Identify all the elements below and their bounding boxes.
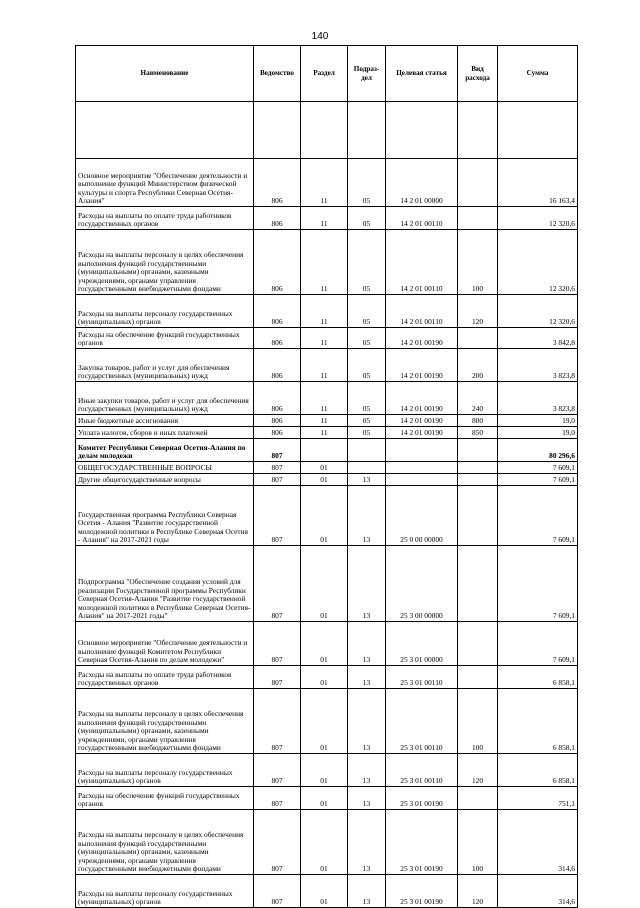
cell-name: Расходы на выплаты персоналу в целях обеспечения выполнения функций государственными (муниципальными) органами, казенными учреждениями, органами управления государственными внебюджетными фондами <box>76 689 254 754</box>
cell-celevaya-statya: 14 2 01 00190 <box>386 328 458 349</box>
cell-razdel: 01 <box>301 754 348 787</box>
cell-vedomstvo: 807 <box>254 546 301 622</box>
cell-celevaya-statya: 25 3 01 00190 <box>386 810 458 875</box>
table-row <box>76 295 578 328</box>
cell-razdel: 11 <box>301 328 348 349</box>
table-row <box>76 427 578 439</box>
cell-vedomstvo: 807 <box>254 462 301 474</box>
cell-razdel: 01 <box>301 875 348 908</box>
cell-vid-rashoda: 800 <box>458 415 498 427</box>
col-header-celevaya-statya: Целевая статья <box>386 46 458 102</box>
page-number: 140 <box>311 31 329 42</box>
cell-name: Расходы на обеспечение функций государственных органов <box>76 328 254 349</box>
cell-vedomstvo: 806 <box>254 349 301 382</box>
table-spacer-row <box>76 102 578 159</box>
cell-podrazdel: 05 <box>348 382 386 415</box>
cell-vid-rashoda: 100 <box>458 810 498 875</box>
cell-podrazdel: 05 <box>348 328 386 349</box>
cell-vid-rashoda <box>458 787 498 810</box>
cell-podrazdel: 13 <box>348 689 386 754</box>
cell-celevaya-statya <box>386 474 458 486</box>
cell-vid-rashoda <box>458 159 498 207</box>
cell-celevaya-statya: 25 3 00 00000 <box>386 546 458 622</box>
spacer-cell <box>301 102 348 159</box>
table-row <box>76 875 578 908</box>
cell-vid-rashoda: 120 <box>458 295 498 328</box>
cell-summa: 6 858,1 <box>498 754 578 787</box>
cell-summa: 6 858,1 <box>498 666 578 689</box>
cell-razdel: 01 <box>301 622 348 666</box>
cell-summa: 19,0 <box>498 415 578 427</box>
cell-podrazdel: 05 <box>348 349 386 382</box>
cell-podrazdel: 13 <box>348 666 386 689</box>
cell-summa: 7 609,1 <box>498 546 578 622</box>
cell-celevaya-statya: 14 2 01 00190 <box>386 349 458 382</box>
cell-vid-rashoda: 120 <box>458 754 498 787</box>
cell-razdel <box>301 439 348 462</box>
cell-vedomstvo: 807 <box>254 875 301 908</box>
cell-vedomstvo: 807 <box>254 474 301 486</box>
col-header-vedomstvo: Ведомство <box>254 46 301 102</box>
col-header-podrazdel: Подраз- дел <box>348 46 386 102</box>
cell-podrazdel: 05 <box>348 207 386 230</box>
cell-vedomstvo: 806 <box>254 427 301 439</box>
spacer-cell <box>76 102 254 159</box>
cell-vedomstvo: 806 <box>254 415 301 427</box>
cell-vedomstvo: 807 <box>254 787 301 810</box>
cell-podrazdel: 13 <box>348 787 386 810</box>
cell-podrazdel: 05 <box>348 415 386 427</box>
cell-razdel: 01 <box>301 546 348 622</box>
cell-podrazdel: 13 <box>348 875 386 908</box>
cell-celevaya-statya: 25 3 01 00000 <box>386 622 458 666</box>
cell-vedomstvo: 806 <box>254 328 301 349</box>
cell-name: Комитет Республики Северная Осетия-Алания по делам молодежи <box>76 439 254 462</box>
cell-celevaya-statya: 14 2 01 00110 <box>386 295 458 328</box>
cell-summa: 19,0 <box>498 427 578 439</box>
table-row <box>76 689 578 754</box>
cell-summa: 314,6 <box>498 810 578 875</box>
cell-vid-rashoda <box>458 474 498 486</box>
table-row <box>76 546 578 622</box>
cell-razdel: 01 <box>301 462 348 474</box>
table-row <box>76 666 578 689</box>
cell-vedomstvo: 806 <box>254 382 301 415</box>
cell-summa: 314,6 <box>498 875 578 908</box>
table-row <box>76 415 578 427</box>
cell-name: ОБЩЕГОСУДАРСТВЕННЫЕ ВОПРОСЫ <box>76 462 254 474</box>
cell-name: Основное мероприятие "Обеспечение деятельности и выполнение функций Министерством физической культуры и спорта Республики Северная Осетия-Алания" <box>76 159 254 207</box>
cell-vid-rashoda: 100 <box>458 230 498 295</box>
table-body <box>76 102 578 908</box>
cell-celevaya-statya: 14 2 01 00190 <box>386 382 458 415</box>
spacer-cell <box>254 102 301 159</box>
cell-razdel: 11 <box>301 427 348 439</box>
cell-podrazdel: 05 <box>348 159 386 207</box>
cell-vedomstvo: 807 <box>254 666 301 689</box>
cell-celevaya-statya: 25 3 01 00110 <box>386 754 458 787</box>
table-row <box>76 328 578 349</box>
cell-celevaya-statya: 25 3 01 00190 <box>386 787 458 810</box>
cell-summa: 12 320,6 <box>498 295 578 328</box>
cell-name: Иные бюджетные ассигнования <box>76 415 254 427</box>
cell-summa: 7 609,1 <box>498 486 578 546</box>
cell-celevaya-statya <box>386 439 458 462</box>
cell-vedomstvo: 806 <box>254 207 301 230</box>
col-header-razdel: Раздел <box>301 46 348 102</box>
cell-podrazdel <box>348 462 386 474</box>
spacer-cell <box>498 102 578 159</box>
cell-razdel: 11 <box>301 349 348 382</box>
table-row <box>76 622 578 666</box>
cell-name: Другие общегосударственные вопросы <box>76 474 254 486</box>
spacer-cell <box>458 102 498 159</box>
table-row <box>76 382 578 415</box>
cell-razdel: 11 <box>301 295 348 328</box>
cell-celevaya-statya: 25 3 01 00110 <box>386 666 458 689</box>
cell-razdel: 11 <box>301 207 348 230</box>
cell-name: Расходы на выплаты персоналу в целях обеспечения выполнения функций государственными (муниципальными) органами, казенными учреждениями, органами управления государственными внебюджетными фондами <box>76 230 254 295</box>
table-row <box>76 207 578 230</box>
cell-vid-rashoda <box>458 328 498 349</box>
cell-vid-rashoda <box>458 439 498 462</box>
cell-celevaya-statya: 14 2 01 00190 <box>386 415 458 427</box>
cell-summa: 3 823,8 <box>498 382 578 415</box>
cell-podrazdel: 13 <box>348 546 386 622</box>
table-row <box>76 349 578 382</box>
cell-podrazdel: 13 <box>348 474 386 486</box>
cell-name: Подпрограмма "Обеспечение создания условий для реализации Государственной программы Республики Северная Осетия-Алания "Развитие государственной молодежной политики в Республике Северная Осетия-Алания" на 2017-2021 годы" <box>76 546 254 622</box>
cell-celevaya-statya: 25 3 01 00190 <box>386 875 458 908</box>
cell-razdel: 01 <box>301 666 348 689</box>
cell-celevaya-statya <box>386 462 458 474</box>
table-row <box>76 462 578 474</box>
cell-podrazdel: 13 <box>348 622 386 666</box>
cell-vedomstvo: 806 <box>254 159 301 207</box>
cell-podrazdel: 13 <box>348 810 386 875</box>
cell-name: Уплата налогов, сборов и иных платежей <box>76 427 254 439</box>
cell-vedomstvo: 807 <box>254 689 301 754</box>
cell-celevaya-statya: 14 2 01 00110 <box>386 207 458 230</box>
cell-vedomstvo: 806 <box>254 295 301 328</box>
cell-vid-rashoda: 240 <box>458 382 498 415</box>
cell-razdel: 01 <box>301 486 348 546</box>
cell-summa: 751,1 <box>498 787 578 810</box>
cell-vid-rashoda: 850 <box>458 427 498 439</box>
table-row <box>76 787 578 810</box>
table-row <box>76 474 578 486</box>
cell-celevaya-statya: 14 2 01 00000 <box>386 159 458 207</box>
cell-podrazdel: 05 <box>348 230 386 295</box>
cell-razdel: 11 <box>301 415 348 427</box>
cell-summa: 3 823,8 <box>498 349 578 382</box>
cell-podrazdel: 05 <box>348 295 386 328</box>
cell-summa: 7 609,1 <box>498 474 578 486</box>
cell-vid-rashoda <box>458 207 498 230</box>
cell-vedomstvo: 807 <box>254 754 301 787</box>
spacer-cell <box>348 102 386 159</box>
cell-podrazdel <box>348 439 386 462</box>
cell-summa: 12 320,6 <box>498 230 578 295</box>
cell-summa: 7 609,1 <box>498 462 578 474</box>
cell-name: Расходы на выплаты персоналу государственных (муниципальных) органов <box>76 875 254 908</box>
cell-vedomstvo: 807 <box>254 810 301 875</box>
cell-razdel: 01 <box>301 689 348 754</box>
table-row <box>76 810 578 875</box>
col-header-summa: Сумма <box>498 46 578 102</box>
table-header-row <box>76 46 578 102</box>
cell-summa: 6 858,1 <box>498 689 578 754</box>
cell-razdel: 01 <box>301 787 348 810</box>
cell-celevaya-statya: 25 3 01 00110 <box>386 689 458 754</box>
cell-vid-rashoda <box>458 486 498 546</box>
cell-podrazdel: 05 <box>348 427 386 439</box>
table-row <box>76 230 578 295</box>
cell-razdel: 11 <box>301 159 348 207</box>
cell-name: Закупка товаров, работ и услуг для обеспечения государственных (муниципальных) нужд <box>76 349 254 382</box>
cell-razdel: 11 <box>301 230 348 295</box>
cell-vid-rashoda: 120 <box>458 875 498 908</box>
cell-name: Расходы на выплаты персоналу государственных (муниципальных) органов <box>76 754 254 787</box>
cell-razdel: 01 <box>301 474 348 486</box>
cell-name: Иные закупки товаров, работ и услуг для обеспечения государственных (муниципальных) нужд <box>76 382 254 415</box>
table-row <box>76 159 578 207</box>
cell-name: Расходы на выплаты по оплате труда работников государственных органов <box>76 207 254 230</box>
cell-name: Расходы на выплаты персоналу государственных (муниципальных) органов <box>76 295 254 328</box>
table-row <box>76 439 578 462</box>
cell-vedomstvo: 807 <box>254 439 301 462</box>
table-row <box>76 754 578 787</box>
cell-vedomstvo: 806 <box>254 230 301 295</box>
cell-vid-rashoda <box>458 622 498 666</box>
cell-podrazdel: 13 <box>348 486 386 546</box>
budget-table <box>75 45 578 908</box>
cell-vid-rashoda <box>458 666 498 689</box>
cell-summa: 16 163,4 <box>498 159 578 207</box>
cell-razdel: 01 <box>301 810 348 875</box>
col-header-vid-rashoda: Вид расхода <box>458 46 498 102</box>
cell-celevaya-statya: 14 2 01 00110 <box>386 230 458 295</box>
cell-name: Государственная программа Республики Северная Осетия - Алания "Развитие государственной молодежной политики в Республике Северная Осетия - Алания" на 2017-2021 годы <box>76 486 254 546</box>
cell-summa: 12 320,6 <box>498 207 578 230</box>
cell-vid-rashoda: 200 <box>458 349 498 382</box>
cell-vedomstvo: 807 <box>254 486 301 546</box>
cell-celevaya-statya: 25 0 00 00000 <box>386 486 458 546</box>
cell-razdel: 11 <box>301 382 348 415</box>
cell-vedomstvo: 807 <box>254 622 301 666</box>
cell-name: Расходы на обеспечение функций государственных органов <box>76 787 254 810</box>
cell-summa: 3 842,8 <box>498 328 578 349</box>
cell-celevaya-statya: 14 2 01 00190 <box>386 427 458 439</box>
cell-vid-rashoda <box>458 462 498 474</box>
table-row <box>76 486 578 546</box>
cell-summa: 80 296,6 <box>498 439 578 462</box>
cell-vid-rashoda: 100 <box>458 689 498 754</box>
spacer-cell <box>386 102 458 159</box>
col-header-name: Наименование <box>76 46 254 102</box>
cell-name: Основное мероприятие "Обеспечение деятельности и выполнение функций Комитетом Республики Северная Осетия-Алания по делам молодежи" <box>76 622 254 666</box>
cell-vid-rashoda <box>458 546 498 622</box>
cell-name: Расходы на выплаты по оплате труда работников государственных органов <box>76 666 254 689</box>
cell-summa: 7 609,1 <box>498 622 578 666</box>
cell-name: Расходы на выплаты персоналу в целях обеспечения выполнения функций государственными (муниципальными) органами, казенными учреждениями, органами управления государственными внебюджетными фондами <box>76 810 254 875</box>
cell-podrazdel: 13 <box>348 754 386 787</box>
